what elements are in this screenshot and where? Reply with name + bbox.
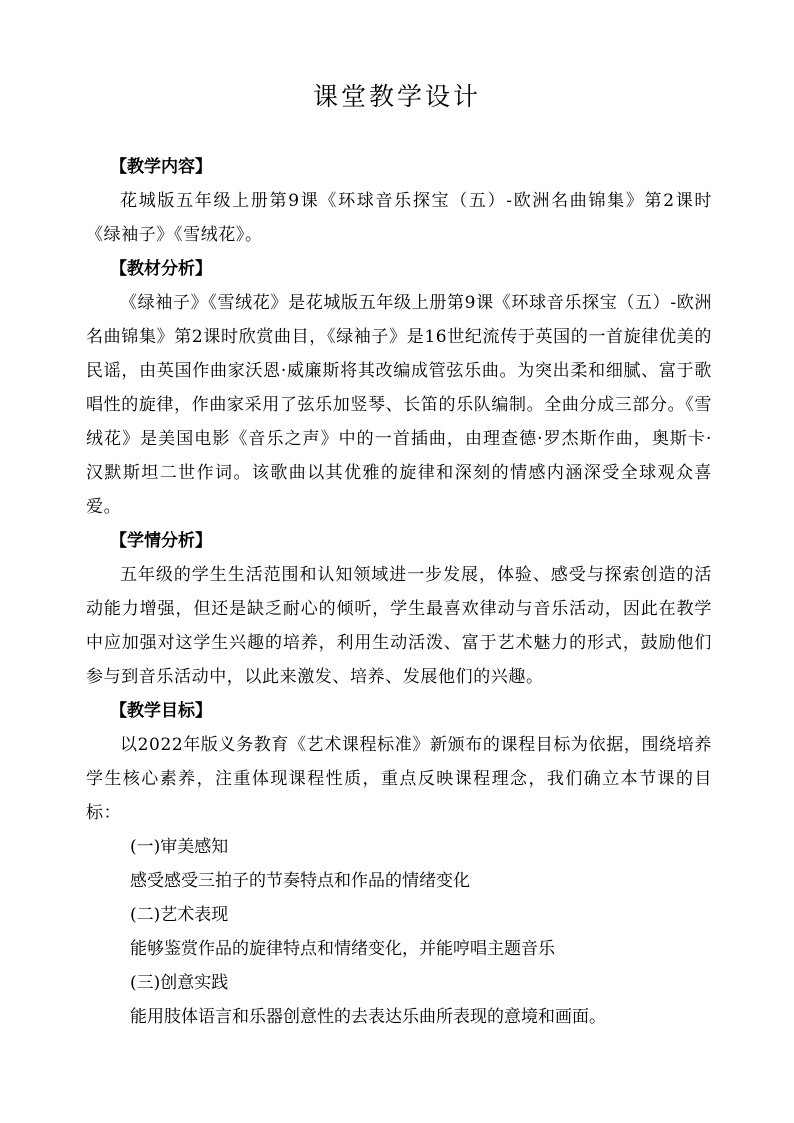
goal-item-label: (一)审美感知 (130, 837, 229, 857)
section-text-material: 《绿袖子》《雪绒花》是花城版五年级上册第9课《环球音乐探宝（五）-欧洲名曲锦集》第2课时欣赏曲目，《绿袖子》是16世纪流传于英国的一首旋律优美的民谣，由英国作曲家沃恩·威廉斯将其改编成管弦乐曲。为突出柔和细腻、富于歌唱性的旋律，作曲家采用了弦乐加竖琴、长笛的乐队编制。全曲分成三部分。《雪绒花》是美国电影《音乐之声》中的一首插曲，由理查德·罗杰斯作曲，奥斯卡·汉默斯坦二世作词。该歌曲以其优雅的旋律和深刻的情感内涵深受全球观众喜爱。 (86, 293, 712, 517)
goal-item-text: 能够鉴赏作品的旋律特点和情绪变化，并能哼唱主题音乐 (130, 939, 555, 959)
section-heading-goals: 【教学目标】 (110, 701, 212, 721)
goal-item-text: 能用肢体语言和乐器创意性的去表达乐曲所表现的意境和画面。 (130, 1007, 606, 1027)
goal-item-text: 感受感受三拍子的节奏特点和作品的情绪变化 (130, 871, 470, 891)
section-heading-students: 【学情分析】 (110, 531, 212, 551)
goal-list (86, 830, 712, 1034)
section-text-content: 花城版五年级上册第9课《环球音乐探宝（五）-欧洲名曲锦集》第2课时《绿袖子》《雪绒花》。 (86, 191, 712, 245)
document-body (86, 150, 712, 1034)
page-title: 课堂教学设计 (312, 82, 481, 111)
section-text-students: 五年级的学生生活范围和认知领域进一步发展，体验、感受与探索创造的活动能力增强，但还是缺乏耐心的倾听，学生最喜欢律动与音乐活动，因此在教学中应加强对这学生兴趣的培养，利用生动活泼、富于艺术魅力的形式，鼓励他们参与到音乐活动中，以此来激发、培养、发展他们的兴趣。 (86, 565, 712, 687)
section-heading-content: 【教学内容】 (110, 157, 212, 177)
section-text-goals: 以2022年版义务教育《艺术课程标准》新颁布的课程目标为依据，围绕培养学生核心素养，注重体现课程性质，重点反映课程理念，我们确立本节课的目标： (86, 735, 712, 823)
goal-item-label: (三)创意实践 (130, 973, 229, 993)
goal-item-label: (二)艺术表现 (130, 905, 229, 925)
section-heading-material: 【教材分析】 (110, 259, 212, 279)
